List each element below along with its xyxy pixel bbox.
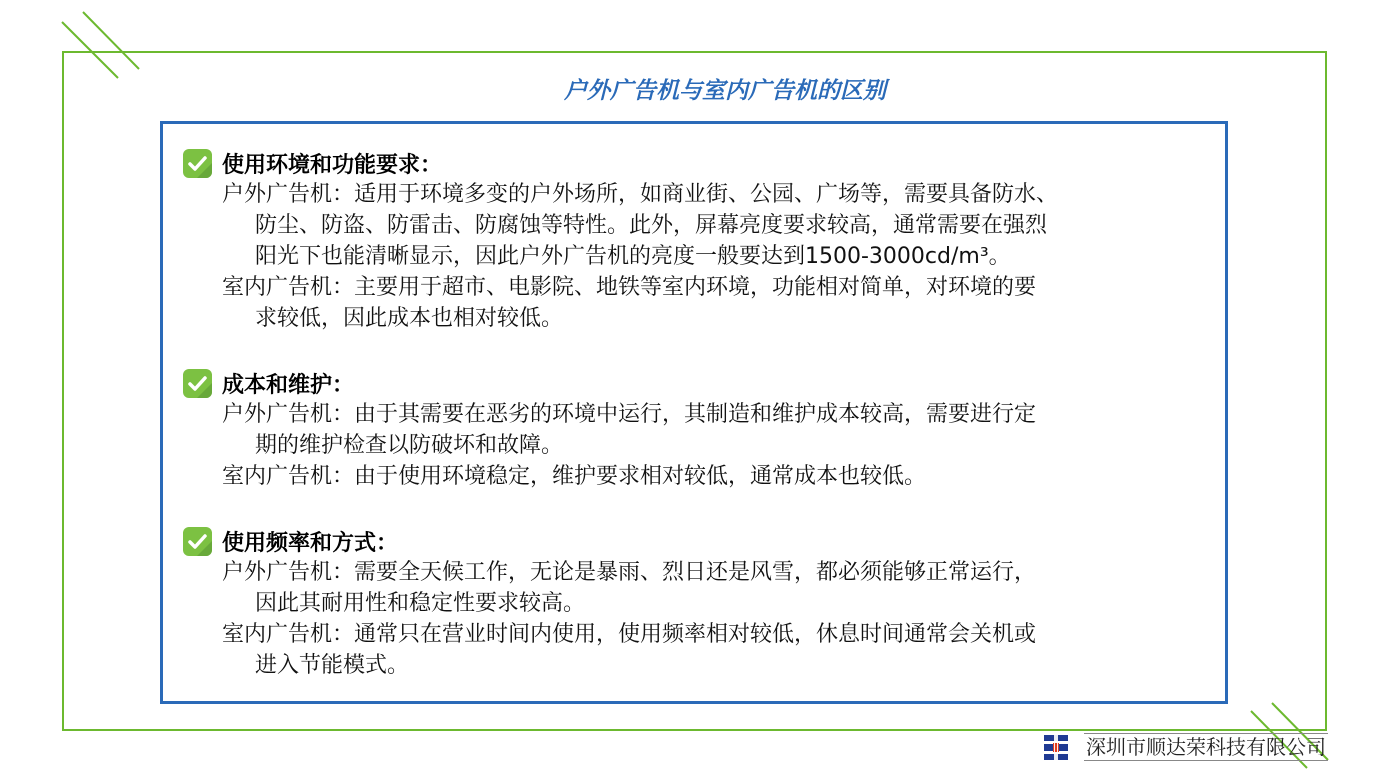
section-heading xyxy=(183,148,1058,179)
section xyxy=(183,368,1036,492)
checkmark-icon xyxy=(183,149,212,178)
section-heading-text: 使用频率和方式： xyxy=(222,531,399,556)
paragraph-line: 阳光下也能清晰显示，因此户外广告机的亮度一般要达到1500-3000cd/m³。 xyxy=(255,244,1011,269)
checkmark-icon xyxy=(183,369,212,398)
paragraph-line: 室内广告机：主要用于超市、电影院、地铁等室内环境，功能相对简单，对环境的要 xyxy=(222,275,1037,300)
section xyxy=(183,148,1058,334)
paragraph-line: 户外广告机：适用于环境多变的户外场所，如商业街、公园、广场等，需要具备防水、 xyxy=(222,182,1059,207)
content-box xyxy=(160,121,1228,704)
checkmark-icon xyxy=(183,527,212,556)
paragraph-line: 进入节能模式。 xyxy=(255,653,410,678)
section xyxy=(183,526,1036,681)
paragraph-line: 防尘、防盗、防雷击、防腐蚀等特性。此外，屏幕亮度要求较高，通常需要在强烈 xyxy=(255,213,1048,238)
section-heading-text: 成本和维护： xyxy=(222,373,355,398)
paragraph-line: 期的维护检查以防破坏和故障。 xyxy=(255,433,564,458)
paragraph-line: 户外广告机：由于其需要在恶劣的环境中运行，其制造和维护成本较高，需要进行定 xyxy=(222,402,1037,427)
company-logo-icon xyxy=(1042,734,1070,761)
footer xyxy=(1042,733,1328,761)
paragraph-line: 因此其耐用性和稳定性要求较高。 xyxy=(255,591,586,616)
company-name: 深圳市顺达荣科技有限公司 xyxy=(1086,735,1326,759)
page-title: 户外广告机与室内广告机的区别 xyxy=(564,78,886,104)
paragraph-line: 求较低，因此成本也相对较低。 xyxy=(255,306,564,331)
paragraph-line: 户外广告机：需要全天候工作，无论是暴雨、烈日还是风雪，都必须能够正常运行， xyxy=(222,560,1037,585)
paragraph-line: 室内广告机：由于使用环境稳定，维护要求相对较低，通常成本也较低。 xyxy=(222,464,927,489)
paragraph-line: 室内广告机：通常只在营业时间内使用，使用频率相对较低，休息时间通常会关机或 xyxy=(222,622,1037,647)
section-heading xyxy=(183,526,1036,557)
section-heading-text: 使用环境和功能要求： xyxy=(222,153,443,178)
section-heading xyxy=(183,368,1036,399)
